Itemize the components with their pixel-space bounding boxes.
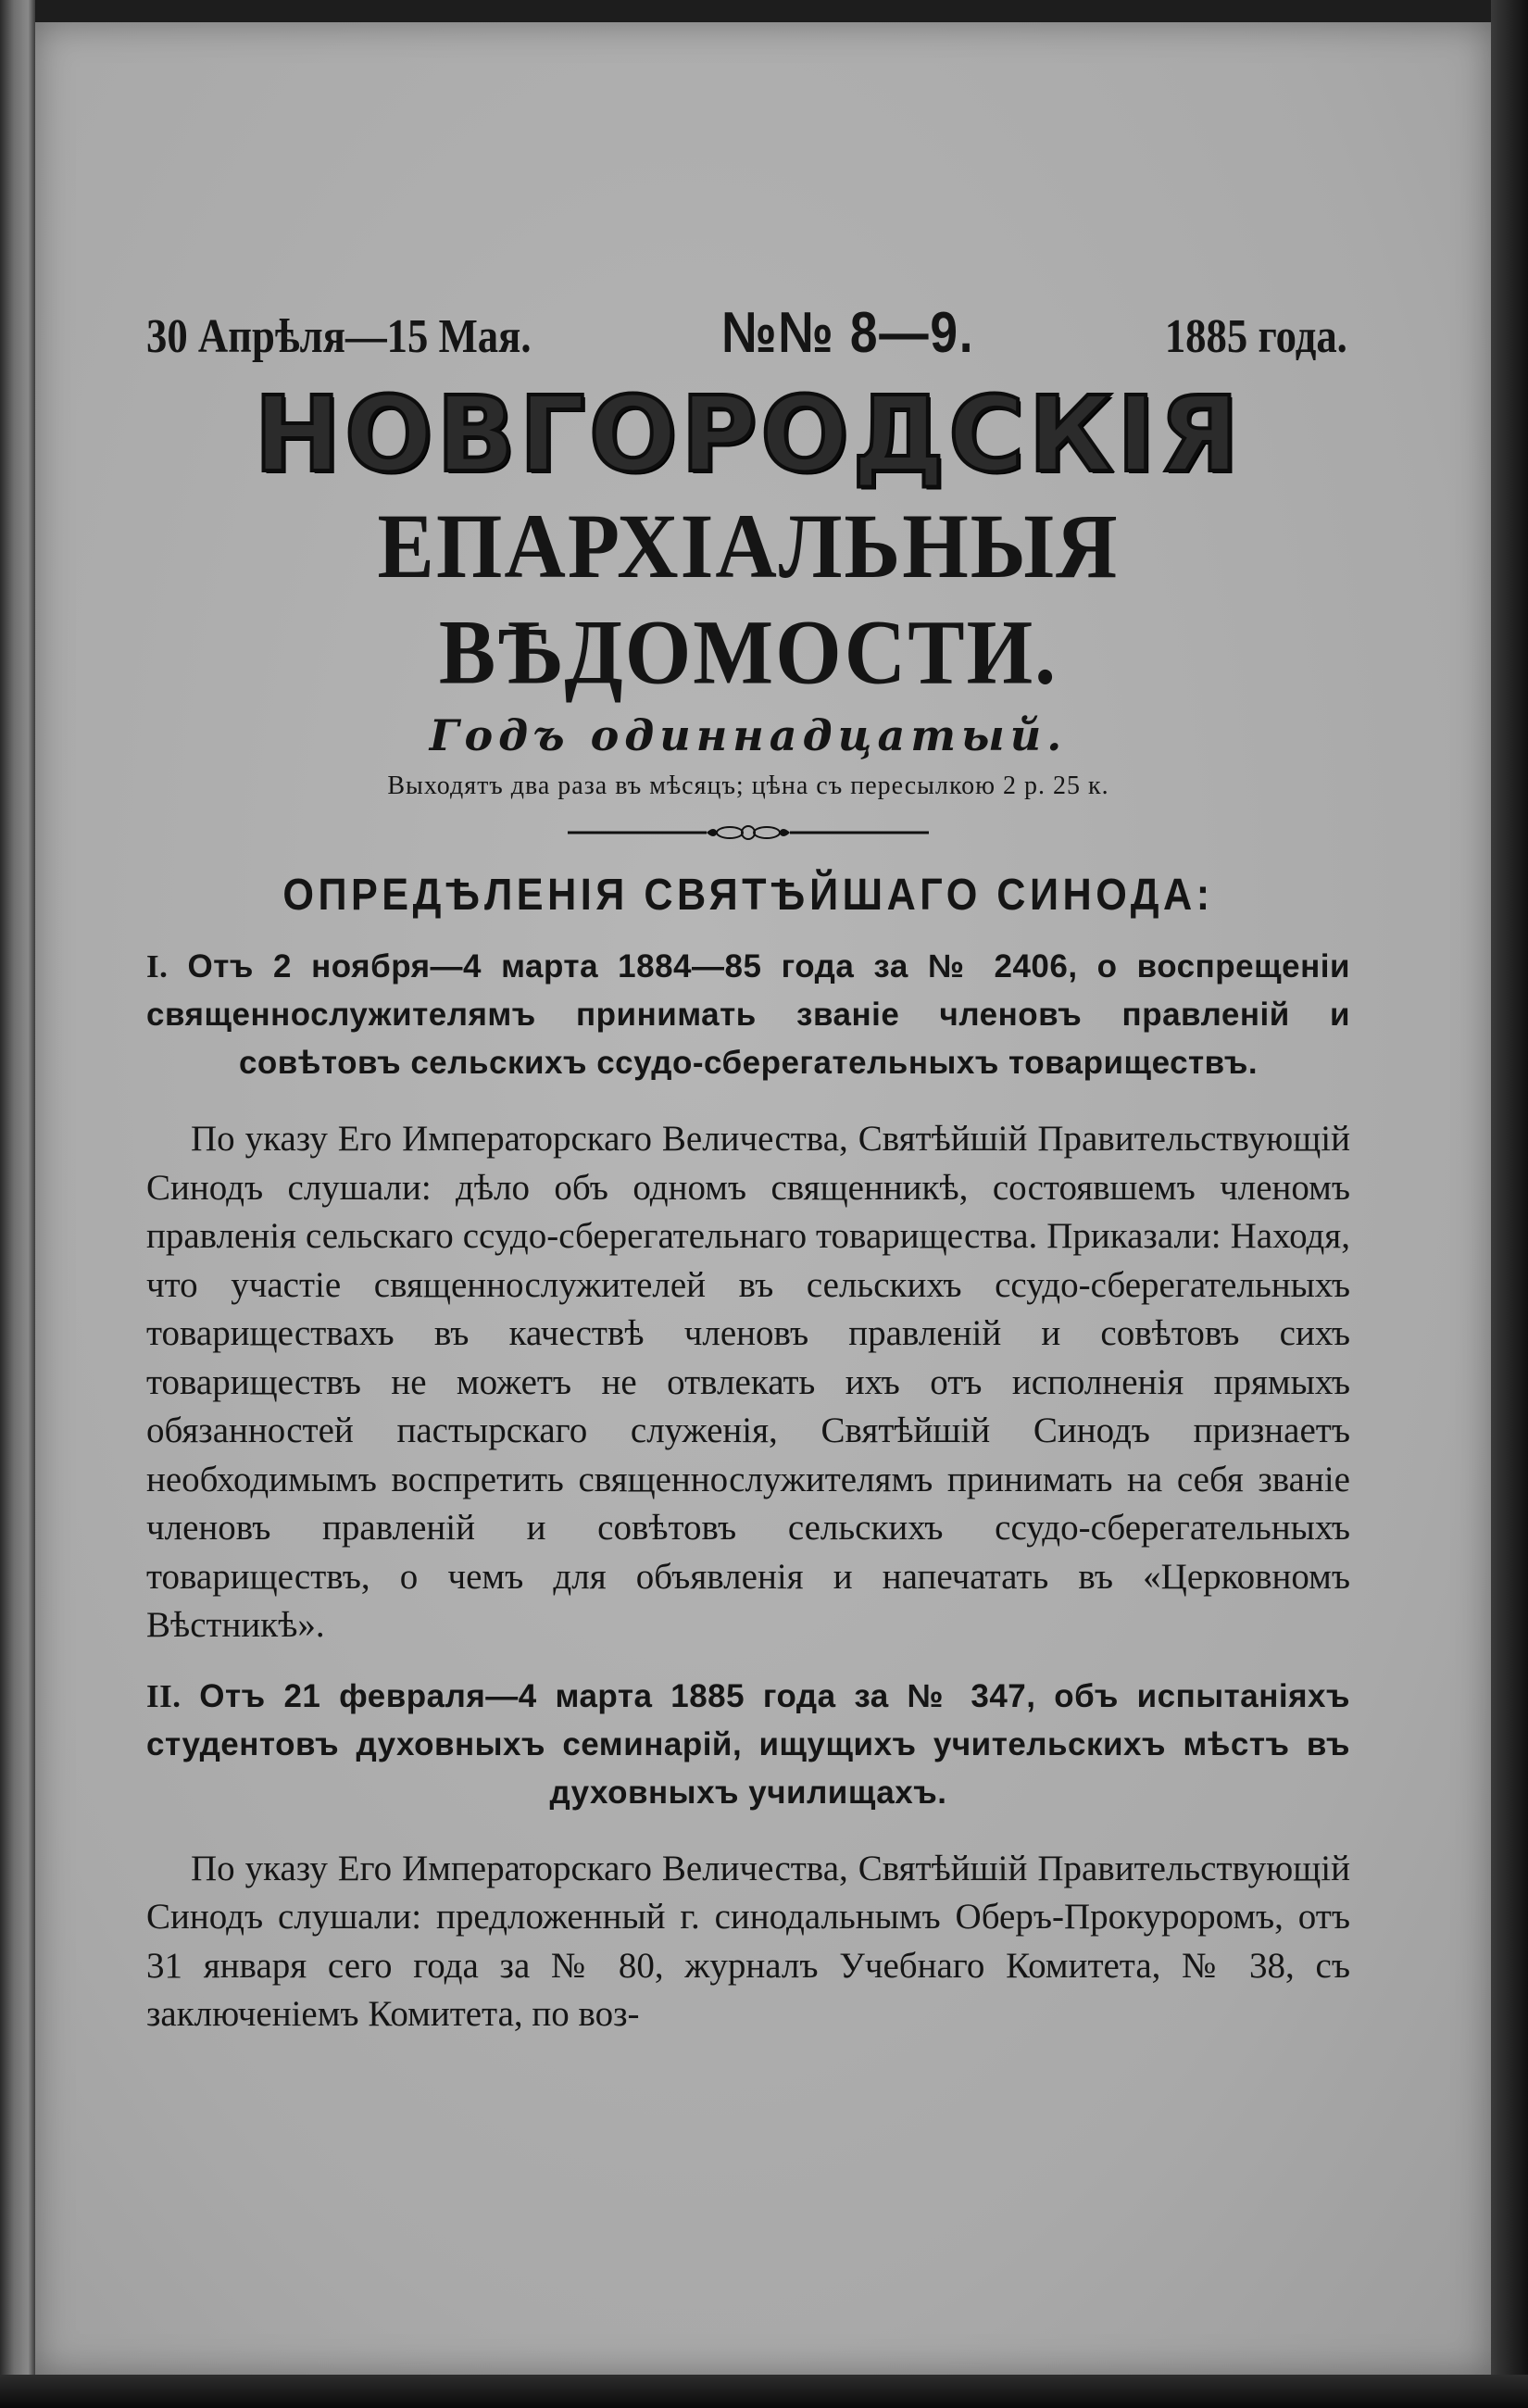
publication-year-line: Годъ одиннадцатый. — [429, 710, 1068, 760]
page-content — [146, 300, 1350, 2039]
section-title: ОПРЕДѢЛЕНІЯ СВЯТѢЙШАГО СИНОДА: — [282, 871, 1214, 920]
issue-number: №№ 8—9. — [721, 301, 975, 365]
ornamental-divider-icon — [568, 821, 929, 844]
item-heading — [146, 1673, 1350, 1817]
item-heading — [146, 943, 1350, 1087]
item-numeral: II. — [146, 1677, 182, 1714]
item-body: По указу Его Императорскаго Величества, Святѣйшій Правительствующій Синодъ слушали: дѣло объ одномъ священникѣ, состоявшемъ членомъ правленія сельскаго ссудо-сберегательнаго товарищества. Приказали: Находя, что участіе священнослужителей въ сельскихъ ссудо-сберегательныхъ товариществахъ въ качествѣ членовъ правленій и совѣтовъ сихъ товариществъ не можетъ не отвлекать ихъ отъ исполненія прямыхъ обязанностей пастырскаго служенія, Святѣйшій Синодъ признаетъ необходимымъ воспретить священнослужителямъ принимать на себя званіе членовъ правленій и совѣтовъ сельскихъ ссудо-сберегательныхъ товариществъ, о чемъ для объявленія и напечатать въ «Церковномъ Вѣстникѣ». — [146, 1119, 1350, 1645]
price-note: Выходятъ два раза въ мѣсяцъ; цѣна съ пересылкою 2 р. 25 к. — [387, 771, 1109, 800]
item-heading-text: Отъ 2 ноября—4 марта 1884—85 года за № 2406, о воспрещеніи священнослужителямъ принимать званіе членовъ правленій и совѣтовъ сельскихъ ссудо-сберегательныхъ товариществъ. — [146, 948, 1350, 1081]
issue-dateline — [146, 300, 1347, 366]
bottom-scan-edge — [0, 2375, 1528, 2408]
left-page-edge — [0, 0, 35, 2408]
masthead-subtitle: ЕПАРХІАЛЬНЫЯ ВѢДОМОСТИ. — [377, 495, 1120, 704]
item-heading-text: Отъ 21 февраля—4 марта 1885 года за № 347, объ испытаніяхъ студентовъ духовныхъ семинарій, ищущихъ учительскихъ мѣстъ въ духовныхъ училищахъ. — [146, 1677, 1350, 1811]
right-scan-edge — [1491, 0, 1528, 2408]
issue-year: 1885 года. — [1164, 310, 1347, 363]
masthead-title: НОВГОРОДСКІЯ — [254, 375, 1243, 495]
item-body: По указу Его Императорскаго Величества, Святѣйшій Правительствующій Синодъ слушали: предложенный г. синодальнымъ Оберъ-Прокуроромъ, отъ 31 января сего года за № 80, журналъ Учебнаго Комитета, № 38, съ заключеніемъ Комитета, по воз- — [146, 1848, 1350, 2034]
item-numeral: I. — [146, 948, 169, 985]
newspaper-page — [35, 22, 1491, 2375]
issue-date-range: 30 Апрѣля—15 Мая. — [146, 310, 532, 363]
